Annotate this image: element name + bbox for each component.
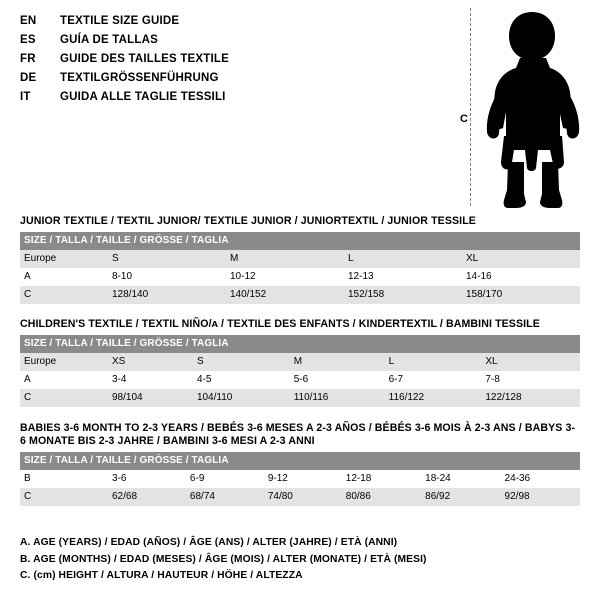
cell: 80/86 [345,491,371,502]
cell: 4-5 [196,374,212,385]
cell: 68/74 [189,491,215,502]
cell: 12-13 [348,271,374,282]
table-row [20,268,580,286]
section-junior [20,215,580,304]
cell: XL [466,253,479,264]
language-title: TEXTILGRÖSSENFÜHRUNG [60,72,219,84]
cell: 140/152 [230,289,267,300]
cell: 104/110 [196,392,233,403]
footnote-b: B. AGE (MONTHS) / EDAD (MESES) / ÂGE (MOIS) / ALTER (MONATE) / ETÀ (MESI) [20,553,427,565]
cell: 6-7 [388,374,404,385]
language-header [20,12,440,107]
cell: S [196,356,204,367]
babies-size-table [20,452,580,506]
cell: 3-6 [112,473,127,484]
cell: 98/104 [112,392,143,403]
cell: 18-24 [425,473,451,484]
cell: 3-4 [112,374,127,385]
row-label: Europe [24,253,57,264]
table-row [20,470,580,488]
footnotes [20,535,580,585]
children-size-table [20,335,580,407]
table-header-label: SIZE / TALLA / TAILLE / GRÖSSE / TAGLIA [24,235,229,246]
measure-label-c: C [460,113,468,125]
cell: M [293,356,303,367]
footnote-a: A. AGE (YEARS) / EDAD (AÑOS) / ÂGE (ANS) / ALTER (JAHRE) / ETÀ (ANNI) [20,537,398,548]
language-title: GUÍA DE TALLAS [60,34,158,46]
cell: 74/80 [267,491,293,502]
table-header-row [20,232,580,250]
table-header-row [20,335,580,353]
cell: 7-8 [485,374,500,385]
language-code: ES [20,34,36,46]
cell: 14-16 [466,271,492,282]
row-label: A [24,374,31,385]
cell: 86/92 [425,491,451,502]
language-code: FR [20,53,36,65]
language-code: IT [20,91,31,103]
measurement-figure [450,8,590,208]
toddler-silhouette-icon [480,10,588,210]
section-babies [20,422,580,506]
row-label: B [24,473,31,484]
row-label: Europe [24,356,57,367]
language-title: GUIDE DES TAILLES TEXTILE [60,53,229,65]
cell: 62/68 [112,491,138,502]
height-measure-line [470,8,471,206]
cell: 128/140 [112,289,149,300]
row-label: C [24,289,32,300]
language-row [20,69,440,88]
row-label: C [24,491,32,502]
cell: L [348,253,354,264]
table-row [20,286,580,304]
section-title: JUNIOR TEXTILE / TEXTIL JUNIOR/ TEXTILE JUNIOR / JUNIORTEXTIL / JUNIOR TESSILE [20,215,476,227]
footnote-c: C. (cm) HEIGHT / ALTURA / HAUTEUR / HÖHE / ALTEZZA [20,570,303,581]
language-code: DE [20,72,37,84]
language-title: GUIDA ALLE TAGLIE TESSILI [60,91,226,103]
cell: 5-6 [293,374,309,385]
cell: 8-10 [112,271,133,282]
cell: 158/170 [466,289,503,300]
cell: 116/122 [388,392,425,403]
table-header-label: SIZE / TALLA / TAILLE / GRÖSSE / TAGLIA [24,338,229,349]
cell: M [230,253,239,264]
row-label: A [24,271,31,282]
cell: 24-36 [504,473,531,484]
cell: 92/98 [504,491,530,502]
junior-size-table [20,232,580,304]
section-children [20,318,580,407]
cell: 152/158 [348,289,385,300]
section-title: CHILDREN'S TEXTILE / TEXTIL NIÑO/ᴀ / TEXTILE DES ENFANTS / KINDERTEXTIL / BAMBINI TESSILE [20,318,540,330]
table-row [20,389,580,407]
cell: 12-18 [345,473,372,484]
language-title: TEXTILE SIZE GUIDE [60,15,180,27]
table-row [20,488,580,506]
cell: 122/128 [485,392,522,403]
cell: XS [112,356,126,367]
language-row [20,88,440,107]
table-header-label: SIZE / TALLA / TAILLE / GRÖSSE / TAGLIA [24,455,229,466]
cell: L [388,356,395,367]
cell: 9-12 [267,473,288,484]
cell: 6-9 [189,473,205,484]
cell: 110/116 [293,392,329,403]
language-row [20,31,440,50]
language-row [20,50,440,69]
language-row [20,12,440,31]
cell: XL [485,356,498,367]
cell: 10-12 [230,271,256,282]
language-code: EN [20,15,37,27]
row-label: C [24,392,32,403]
section-title: BABIES 3-6 MONTH TO 2-3 YEARS / BEBÉS 3-6 MESES A 2-3 AÑOS / BÉBÉS 3-6 MOIS À 2-3 ANS / BABYS 3-6 MONATE BIS 2-3 JAHRE / BAMBINI 3-6 MESI A 2-3 ANNI [20,422,576,447]
table-header-row [20,452,580,470]
cell: S [112,253,119,264]
table-row [20,353,580,371]
table-row [20,371,580,389]
table-row [20,250,580,268]
